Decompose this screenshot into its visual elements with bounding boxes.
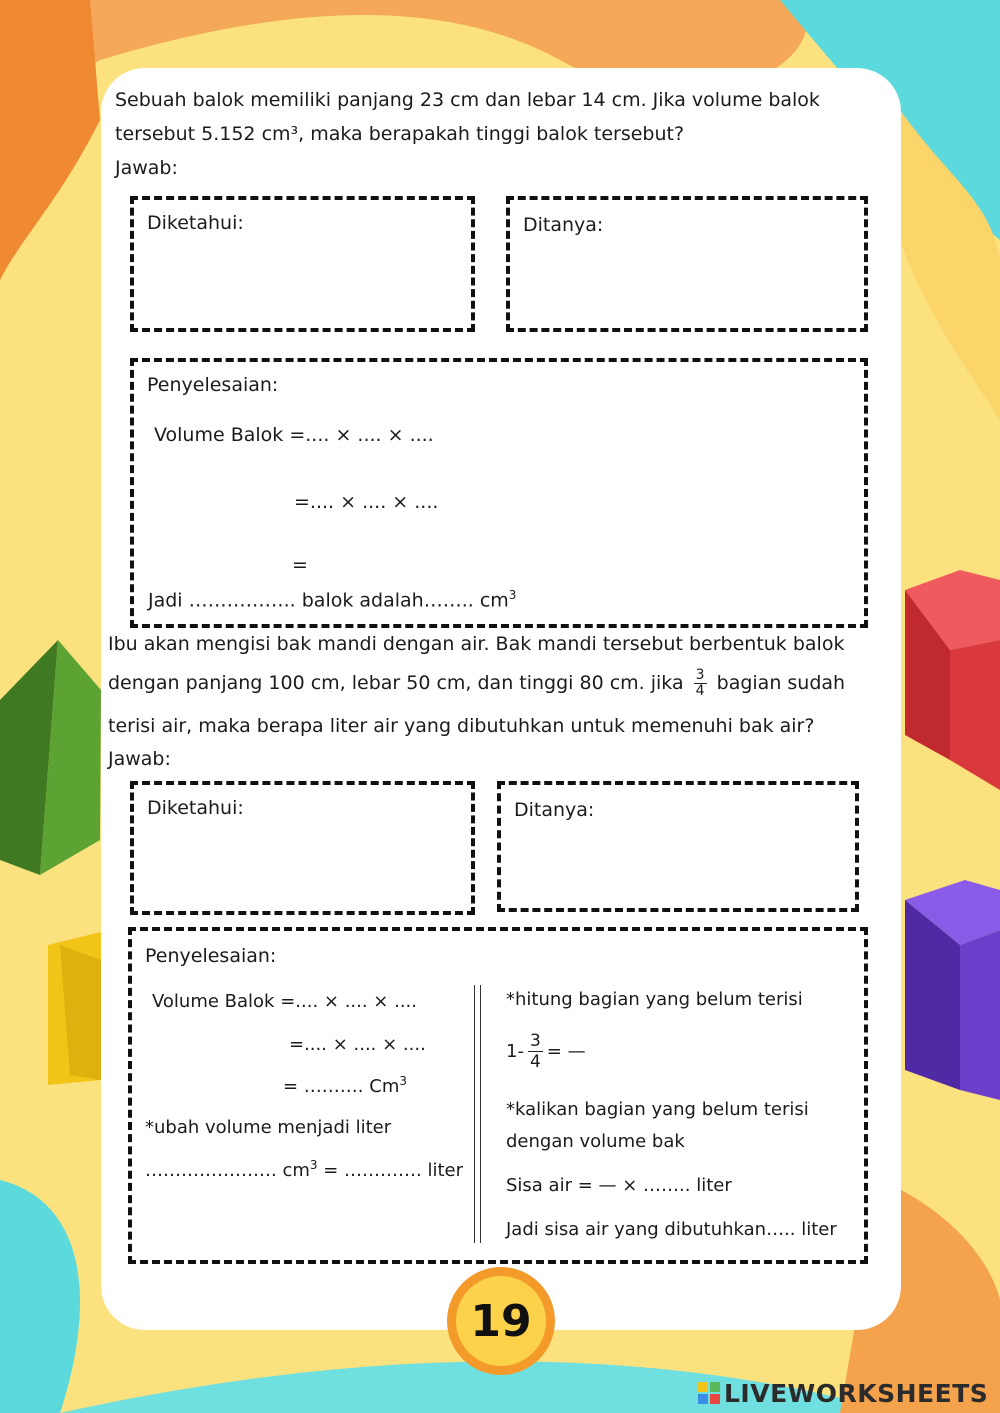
liveworksheets-logo-icon (698, 1382, 720, 1404)
one-minus-text: 1- (506, 1041, 524, 1062)
page-number: 19 (456, 1276, 546, 1366)
one-minus-fraction-line (506, 1031, 586, 1072)
multiply-instruction-line-1: *kalikan bagian yang belum terisi (506, 1099, 809, 1120)
question-1-line-2: tersebut 5.152 cm³, maka berapakah tinggi balok tersebut? (115, 123, 685, 145)
fraction-denominator: 4 (529, 1052, 541, 1072)
brand-name: LIVEWORKSHEETS (724, 1378, 989, 1408)
purple-cube-shape (905, 880, 1000, 1100)
liveworksheets-logo (698, 1378, 988, 1408)
question-2-line-2-start: dengan panjang 100 cm, lebar 50 cm, dan tinggi 80 cm. jika (108, 672, 684, 694)
remaining-water-line: Sisa air = — × …….. liter (506, 1175, 732, 1196)
calculate-remaining-instruction: *hitung bagian yang belum terisi (506, 989, 803, 1010)
conversion-cm-text: …………………. cm (145, 1160, 310, 1181)
volume-step-2: =.... × .... × .... (289, 1034, 426, 1055)
question-2-line-1: Ibu akan mengisi bak mandi dengan air. Bak mandi tersebut berbentuk balok (108, 633, 845, 655)
fraction-numerator: 3 (529, 1031, 541, 1051)
volume-step-1: Volume Balok =.... × .... × .... (152, 991, 417, 1012)
volume-step-3: = (292, 554, 308, 576)
fraction-numerator: 3 (695, 667, 705, 683)
question-1-answer-label: Jawab: (115, 157, 178, 179)
diketahui-label: Diketahui: (147, 797, 244, 819)
question-1-penyelesaian-box[interactable] (130, 358, 868, 628)
question-1-line-1: Sebuah balok memiliki panjang 23 cm dan lebar 14 cm. Jika volume balok (115, 89, 820, 111)
question-2-diketahui-box[interactable] (130, 781, 475, 915)
question-2-line-3: terisi air, maka berapa liter air yang dibutuhkan untuk memenuhi bak air? (108, 715, 815, 737)
diketahui-label: Diketahui: (147, 212, 244, 234)
penyelesaian-label: Penyelesaian: (147, 374, 279, 396)
question-2-penyelesaian-box[interactable] (128, 927, 868, 1264)
question-1-diketahui-box[interactable] (130, 196, 475, 332)
convert-instruction: *ubah volume menjadi liter (145, 1117, 392, 1138)
column-divider (474, 985, 475, 1243)
page-number-badge (447, 1267, 555, 1375)
conversion-liter-text: = …………. liter (317, 1160, 464, 1181)
ditanya-label: Ditanya: (523, 214, 604, 236)
volume-result-exponent: 3 (399, 1074, 407, 1088)
conclusion-exponent: 3 (508, 588, 517, 602)
volume-step-1: Volume Balok =.... × .... × .... (154, 424, 434, 446)
conversion-exponent: 3 (309, 1158, 318, 1172)
multiply-instruction-line-2: dengan volume bak (506, 1131, 685, 1152)
question-2-line-2 (108, 666, 845, 700)
conversion-line (145, 1158, 463, 1181)
three-quarters-fraction (528, 1031, 543, 1072)
conclusion-text: Jadi …………….. balok adalah…….. cm (148, 589, 509, 612)
final-answer-line: Jadi sisa air yang dibutuhkan….. liter (506, 1219, 837, 1240)
yellow-prism-shape (48, 932, 101, 1085)
fraction-denominator: 4 (695, 683, 705, 699)
question-2-line-2-end: bagian sudah (716, 672, 846, 694)
conclusion-line (148, 588, 516, 611)
question-2-ditanya-box[interactable] (497, 781, 859, 912)
ditanya-label: Ditanya: (514, 799, 595, 821)
question-2-answer-label: Jawab: (108, 748, 171, 770)
volume-step-2: =.... × .... × .... (294, 491, 439, 513)
question-1-ditanya-box[interactable] (506, 196, 868, 332)
volume-result-text: = ………. Cm (283, 1076, 400, 1097)
volume-step-3 (283, 1074, 407, 1097)
three-quarters-fraction (694, 668, 707, 699)
equals-blank: = — (546, 1041, 586, 1062)
penyelesaian-label: Penyelesaian: (145, 945, 277, 967)
column-divider (480, 985, 481, 1243)
